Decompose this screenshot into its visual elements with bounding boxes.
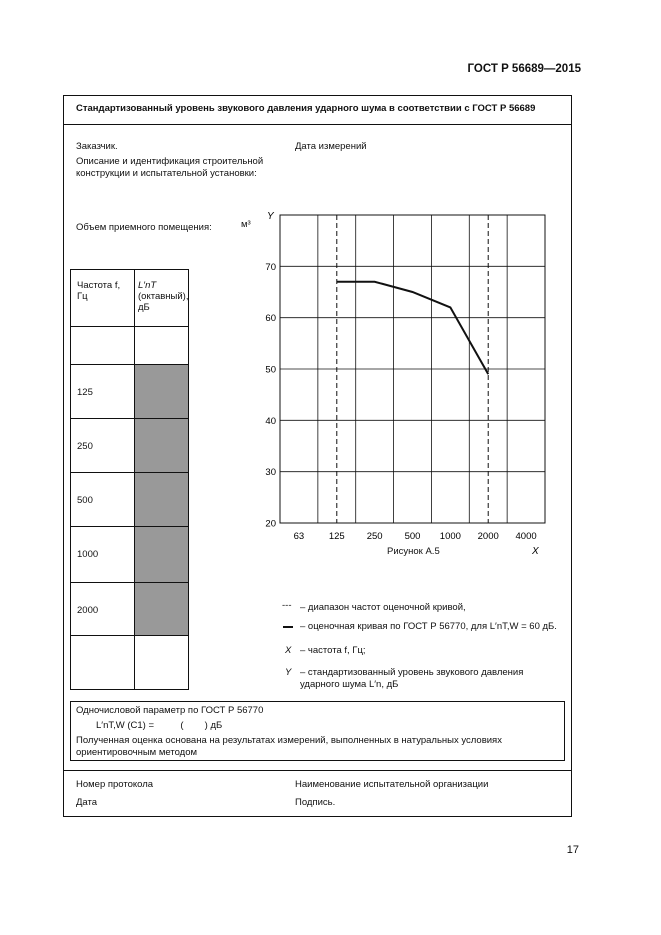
date-label: Дата: [76, 797, 98, 808]
table-row-value[interactable]: [135, 527, 189, 583]
y-tick-label: 20: [265, 518, 276, 530]
col2-header-line3: дБ: [138, 302, 150, 313]
room-volume-unit: м³: [241, 219, 251, 230]
legend-symbol-y: Y: [285, 667, 292, 678]
table-row-value[interactable]: [135, 636, 189, 690]
x-axis-label: X: [532, 546, 539, 557]
table-row-freq: 125: [71, 365, 135, 419]
col-header-frequency: [71, 270, 135, 327]
footer-separator: [63, 770, 572, 771]
legend-text-curve: – оценочная кривая по ГОСТ Р 56770, для L′nT,W = 60 дБ.: [300, 621, 557, 632]
x-tick-label: 63: [293, 531, 305, 542]
description-line-2: конструкции и испытательной установки:: [76, 168, 257, 179]
legend-text-range: – диапазон частот оценочной кривой,: [300, 602, 466, 613]
y-tick-labels: [265, 262, 276, 530]
legend-symbol-range: ---: [282, 600, 292, 611]
table-row-freq: 2000: [71, 583, 135, 636]
legend-symbol-curve: [283, 626, 293, 628]
evaluation-label: Одночисловой параметр по ГОСТ Р 56770: [76, 705, 264, 716]
customer-label: Заказчик.: [76, 141, 118, 152]
frequency-table: [70, 269, 189, 690]
chart-grid: [280, 215, 545, 523]
table-row-value[interactable]: [135, 473, 189, 527]
figure-caption: Рисунок А.5: [387, 546, 440, 557]
table-row-freq: [71, 327, 135, 365]
col2-header-line1: L′nT: [138, 280, 157, 291]
reference-curve-line: [337, 282, 488, 374]
table-row-freq: [71, 636, 135, 690]
page-number: 17: [566, 844, 579, 856]
x-tick-label: 500: [404, 531, 421, 542]
protocol-label: Номер протокола: [76, 779, 154, 790]
x-tick-label: 250: [366, 531, 383, 542]
table-row-value[interactable]: [135, 583, 189, 636]
evaluation-note-line2: ориентировочным методом: [76, 747, 198, 758]
table-row-freq: 250: [71, 419, 135, 473]
y-axis-label: Y: [267, 211, 274, 222]
x-tick-labels: [294, 531, 537, 542]
form-title: Стандартизованный уровень звукового давления ударного шума в соответствии с ГОСТ Р 56689: [76, 103, 536, 114]
table-row-value[interactable]: [135, 327, 189, 365]
y-tick-label: 40: [265, 415, 276, 427]
description-line-1: Описание и идентификация строительной: [76, 156, 264, 167]
table-row-freq: 500: [71, 473, 135, 527]
document-code: ГОСТ Р 56689—2015: [467, 63, 581, 75]
x-tick-label: 1000: [439, 531, 461, 542]
table-row-value[interactable]: [135, 365, 189, 419]
col-header-level: [135, 270, 189, 327]
y-tick-label: 50: [265, 364, 276, 376]
reference-curve-chart: [255, 205, 555, 570]
y-tick-label: 60: [265, 313, 276, 325]
table-row-value[interactable]: [135, 419, 189, 473]
organization-label: Наименование испытательной организации: [295, 779, 489, 790]
evaluation-formula[interactable]: L′nT,W (C1) = ( ) дБ: [96, 720, 223, 731]
legend-symbol-x: X: [285, 645, 292, 656]
legend-text-x: – частота f, Гц;: [300, 645, 366, 656]
col1-header-line2: Гц: [77, 291, 88, 302]
y-tick-label: 70: [265, 261, 276, 273]
evaluation-note-line1: Полученная оценка основана на результатах измерений, выполненных в натуральных условиях: [76, 735, 502, 746]
y-tick-label: 30: [265, 467, 276, 479]
measurement-date-label: Дата измерений: [295, 141, 367, 152]
col1-header-line1: Частота f,: [77, 280, 121, 291]
legend-text-y: – стандартизованный уровень звукового давления: [300, 667, 524, 678]
x-tick-label: 125: [328, 531, 345, 542]
col2-header-line2: (октавный),: [138, 291, 189, 302]
table-row-freq: 1000: [71, 527, 135, 583]
x-tick-label: 4000: [515, 531, 537, 542]
signature-label: Подпись.: [295, 797, 336, 808]
room-volume-label: Объем приемного помещения:: [76, 222, 212, 233]
legend-text-y-2: ударного шума L′n, дБ: [300, 679, 399, 690]
x-tick-label: 2000: [477, 531, 499, 542]
